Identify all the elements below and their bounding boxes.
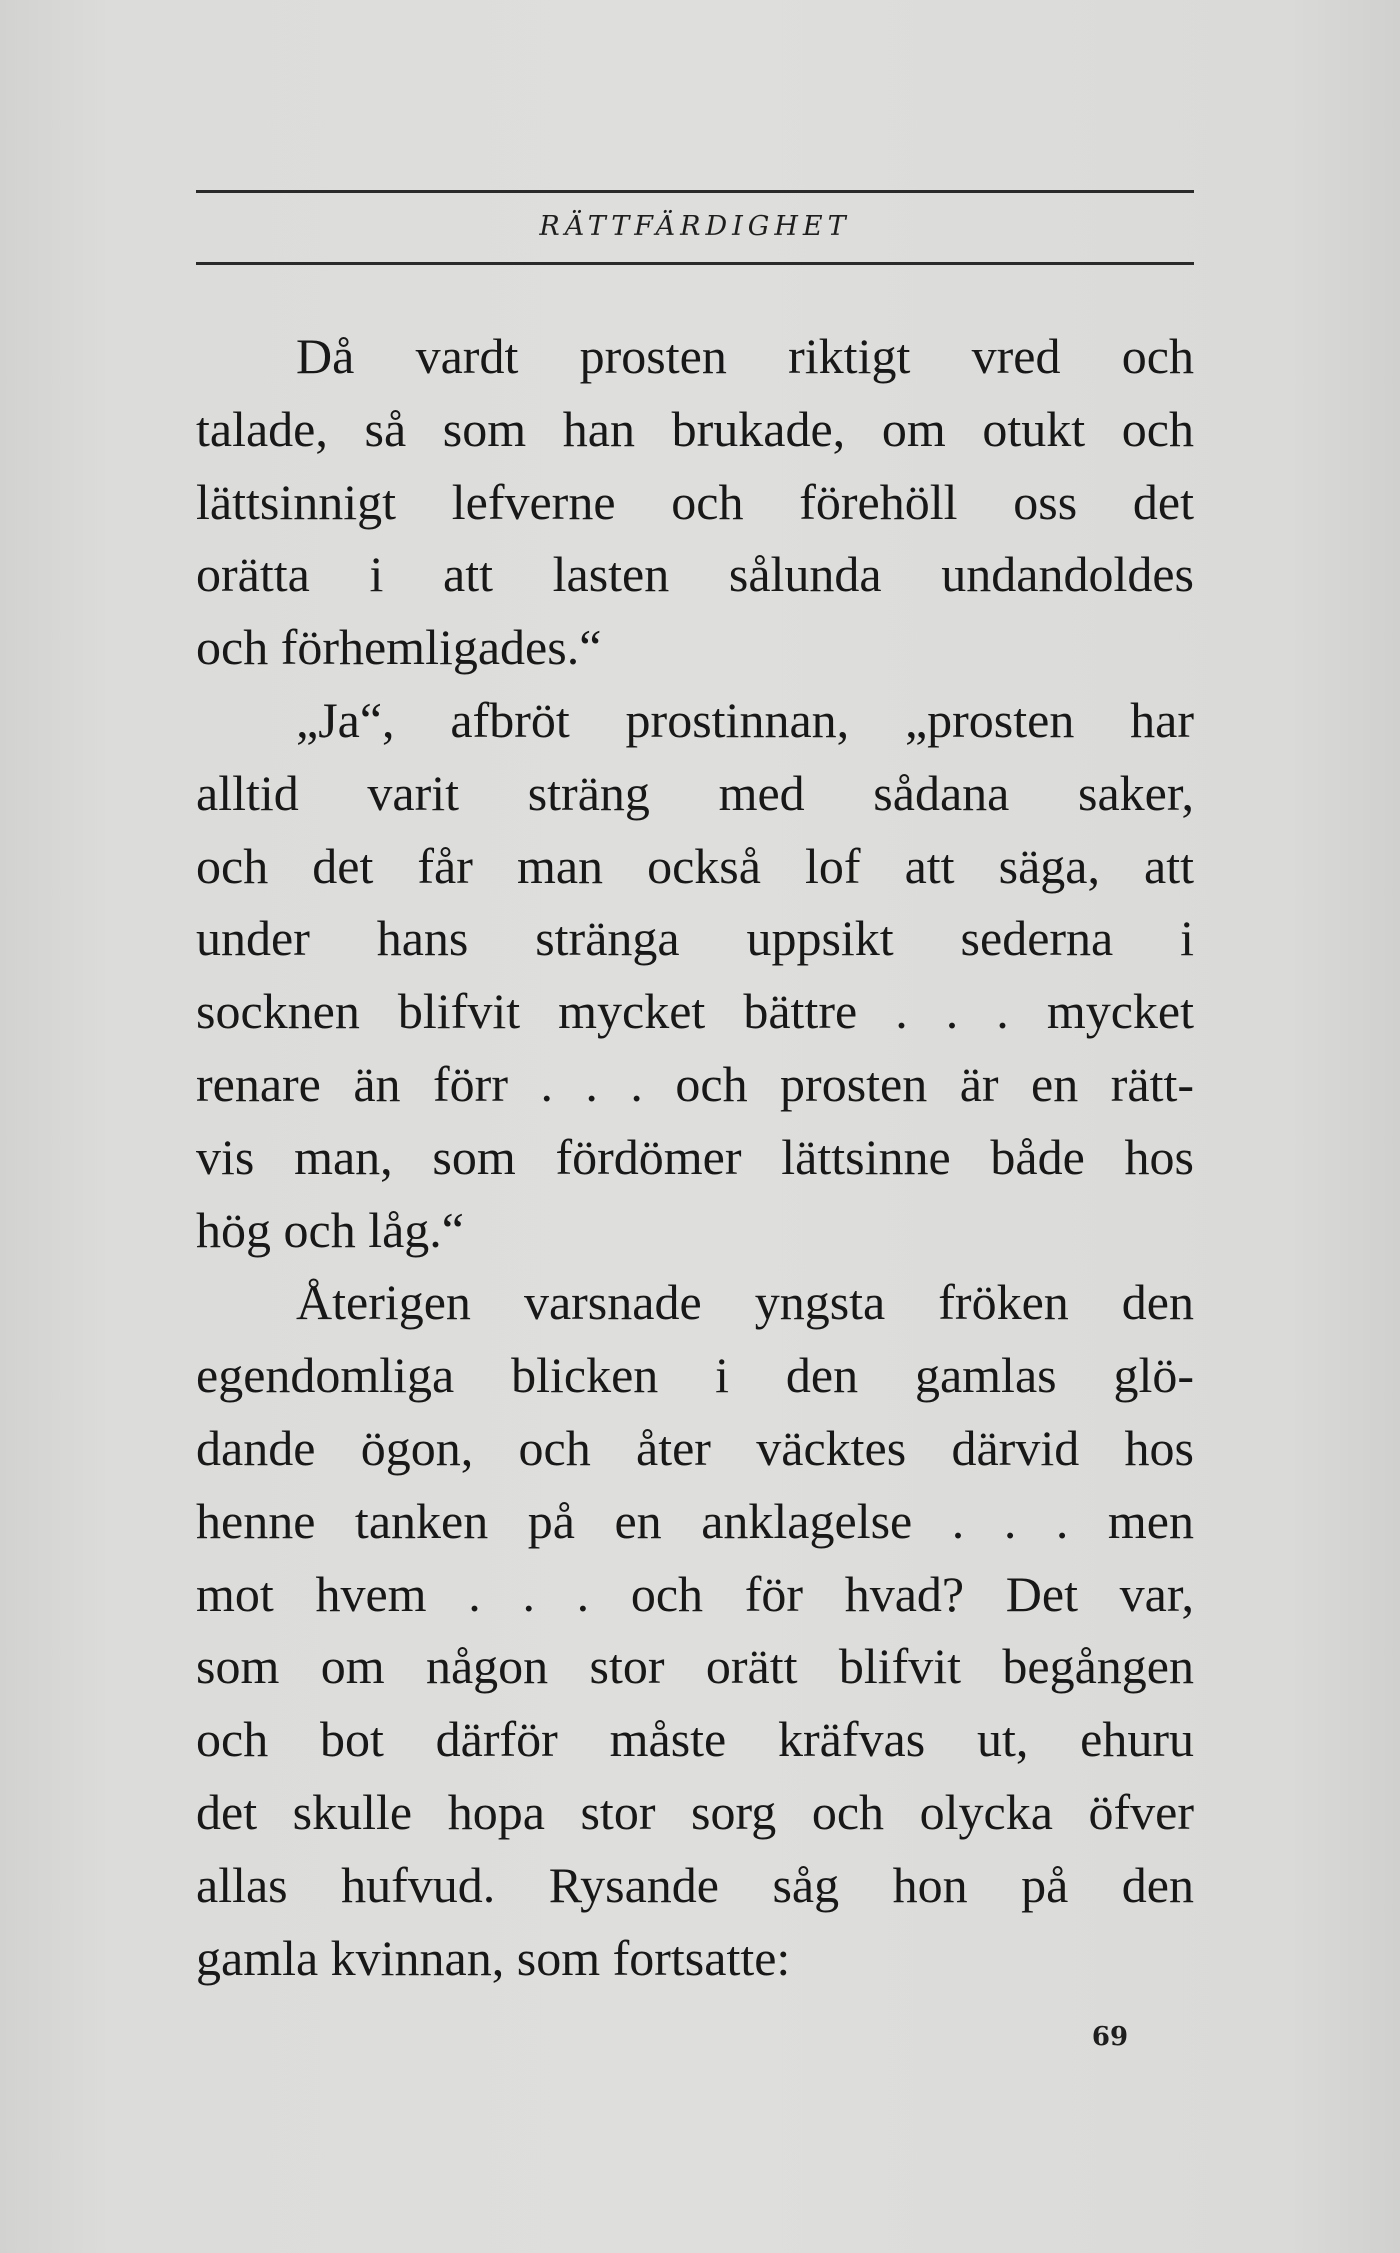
text-line: dande ögon, och åter väcktes därvid hos bbox=[196, 1419, 1194, 1476]
header-rule-top bbox=[196, 190, 1194, 193]
text-line: orätta i att lasten sålunda undandoldes bbox=[196, 546, 1194, 603]
text-line: som om någon stor orätt blifvit begången bbox=[196, 1638, 1194, 1695]
text-line: Då vardt prosten riktigt vred och bbox=[296, 328, 1194, 384]
text-line: lättsinnigt lefverne och förehöll oss det bbox=[196, 473, 1194, 530]
text-line: och det får man också lof att säga, att bbox=[196, 837, 1194, 894]
running-head: RÄTTFÄRDIGHET bbox=[539, 211, 851, 242]
text-line: hög och låg.“ bbox=[196, 1201, 464, 1258]
text-line: Återigen varsnade yngsta fröken den bbox=[296, 1274, 1194, 1331]
text-line: alltid varit sträng med sådana saker, bbox=[196, 764, 1194, 821]
text-line: allas hufvud. Rysande såg hon på den bbox=[196, 1856, 1194, 1913]
text-line: och förhemligades.“ bbox=[196, 619, 602, 676]
body-text bbox=[196, 320, 1194, 1994]
text-line: mot hvem . . . och för hvad? Det var, bbox=[196, 1565, 1194, 1622]
text-line: egendomliga blicken i den gamlas glö- bbox=[196, 1347, 1194, 1404]
text-line: det skulle hopa stor sorg och olycka öfver bbox=[196, 1783, 1194, 1840]
text-line: socknen blifvit mycket bättre . . . mycket bbox=[196, 983, 1194, 1040]
header-rule-bottom bbox=[196, 262, 1194, 265]
text-line: „Ja“, afbröt prostinnan, „prosten har bbox=[296, 691, 1194, 748]
text-line: under hans stränga uppsikt sederna i bbox=[196, 910, 1194, 967]
text-line: talade, så som han brukade, om otukt och bbox=[196, 400, 1194, 457]
text-line: vis man, som fördömer lättsinne både hos bbox=[196, 1128, 1194, 1185]
page-header bbox=[196, 190, 1194, 270]
page-number: 69 bbox=[1091, 2022, 1129, 2052]
text-line: renare än förr . . . och prosten är en rätt- bbox=[196, 1055, 1194, 1112]
text-line: och bot därför måste kräfvas ut, ehuru bbox=[196, 1711, 1194, 1768]
text-line: henne tanken på en anklagelse . . . men bbox=[196, 1492, 1194, 1549]
text-line: gamla kvinnan, som fortsatte: bbox=[196, 1929, 791, 1986]
